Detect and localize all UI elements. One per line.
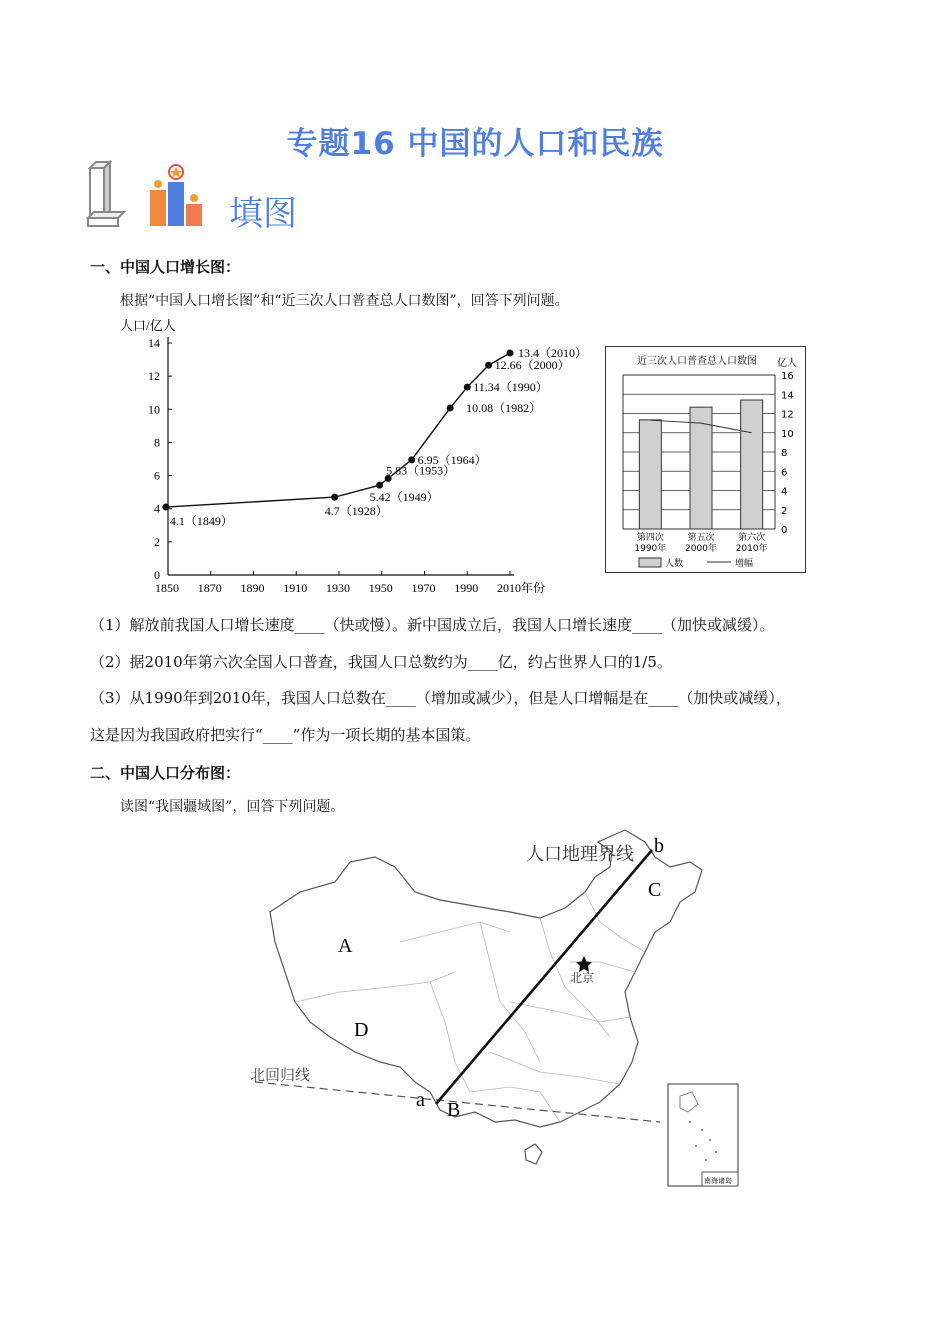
bar (741, 400, 763, 529)
data-point (408, 456, 415, 463)
population-boundary-line (436, 850, 652, 1104)
capital-label: 北京 (570, 971, 595, 985)
y-tick-label: 10 (781, 428, 794, 440)
data-label: 12.66（2000） (494, 358, 570, 373)
category-label: 第五次 (687, 533, 715, 543)
question-3a: （3）从1990年到2010年，我国人口总数在____（增加或减少），但是人口增幅是在____（加快或减缓）， (90, 689, 791, 707)
census-bar-chart (605, 346, 807, 574)
y-tick-label: 0 (781, 525, 788, 536)
question-2: （2）据2010年第六次全国人口普查，我国人口总数约为____亿，约占世界人口的1/5。 (90, 653, 672, 671)
data-point (376, 482, 383, 489)
tropic-label: 北回归线 (250, 1068, 311, 1084)
section1-intro: 根据“中国人口增长图”和“近三次人口普查总人口数图”，回答下列问题。 (120, 293, 569, 309)
capital-star-icon (576, 956, 592, 972)
boundary-label: 人口地理界线 (526, 844, 634, 864)
legend-line-label: 增幅 (735, 559, 754, 569)
y-tick-label: 12 (148, 369, 160, 384)
south-china-sea-inset (668, 1084, 738, 1186)
category-label: 第六次 (738, 533, 766, 543)
region-b-label: B (447, 1099, 461, 1121)
legend-bar-label: 人数 (665, 559, 684, 569)
bar-chart-title: 近三次人口普查总人口数图 (637, 356, 757, 367)
y-tick-label: 14 (148, 336, 160, 350)
category-label: 第四次 (636, 533, 664, 543)
x-tick-label: 1870 (197, 581, 222, 595)
data-label: 10.08（1982） (466, 400, 542, 415)
inset-label: 南海诸岛 (704, 1177, 732, 1185)
data-label: 4.7（1928） (324, 504, 388, 519)
section2-intro: 读图“我国疆域图”，回答下列问题。 (120, 799, 345, 815)
y-tick-label: 16 (781, 371, 794, 382)
y-tick-label: 4 (154, 501, 160, 516)
point-a-label: a (416, 1089, 425, 1111)
y-tick-label: 14 (781, 390, 794, 402)
x-tick-label: 1910 (283, 581, 308, 595)
y-tick-label: 4 (781, 486, 788, 498)
data-label: 11.34（1990） (473, 380, 548, 395)
number-one-icon (88, 162, 124, 226)
data-point (464, 384, 471, 391)
region-c-label: C (648, 879, 662, 901)
data-label: 5.83（1953） (386, 463, 456, 478)
page-title: 专题16 中国的人口和民族 (286, 126, 664, 162)
province-borders (295, 892, 645, 1122)
y-tick-label: 6 (781, 467, 788, 479)
data-label: 13.4（2010） (518, 345, 588, 360)
question-1: （1）解放前我国人口增长速度____（快或慢）。新中国成立后，我国人口增长速度____（加快或减缓）。 (90, 616, 775, 634)
x-tick-label: 1990 (454, 581, 479, 595)
data-point (507, 349, 514, 356)
data-label: 6.95（1964） (417, 452, 487, 467)
data-point (162, 504, 169, 511)
x-tick-label: 1850 (155, 581, 179, 595)
y-tick-label: 12 (781, 409, 794, 421)
x-tick-label: 1930 (326, 581, 350, 595)
x-tick-label: 1890 (240, 581, 265, 595)
podium-trophy-icon (150, 165, 202, 226)
legend-bar-swatch (639, 558, 661, 567)
china-outline (270, 830, 702, 1164)
category-year: 2010年 (735, 544, 768, 554)
region-d-label: D (354, 1019, 369, 1041)
y-tick-label: 8 (154, 435, 160, 450)
section-label: 填图 (229, 194, 297, 234)
category-year: 1990年 (634, 544, 667, 554)
y-axis-label: 人口/亿人 (120, 318, 176, 333)
bar (639, 420, 661, 529)
category-year: 2000年 (685, 544, 717, 554)
china-population-map (240, 822, 745, 1188)
x-tick-label: 1970 (411, 581, 436, 595)
point-b-label: b (654, 835, 664, 857)
y-tick-label: 10 (148, 402, 160, 417)
x-tick-label: 2010年份 (497, 581, 546, 595)
data-label: 4.1（1849） (169, 514, 233, 529)
y-tick-label: 2 (781, 505, 788, 517)
y-tick-label: 2 (154, 534, 160, 549)
y-tick-label: 6 (154, 468, 160, 483)
bar-chart-unit: 亿人 (777, 358, 797, 369)
data-point (331, 494, 338, 501)
x-tick-label: 1950 (368, 581, 393, 595)
region-a-label: A (338, 935, 353, 957)
question-3b: 这是因为我国政府把实行“____”作为一项长期的基本国策。 (90, 726, 481, 744)
section2-heading: 二、中国人口分布图： (90, 764, 241, 782)
series-line (166, 353, 510, 507)
data-point (485, 362, 492, 369)
bar (690, 407, 712, 529)
y-tick-label: 8 (781, 448, 788, 459)
population-growth-line-chart (120, 316, 600, 600)
data-label: 5.42（1949） (369, 490, 439, 505)
section1-heading: 一、中国人口增长图： (90, 258, 241, 276)
y-tick-label: 0 (154, 568, 160, 582)
data-point (447, 404, 454, 411)
